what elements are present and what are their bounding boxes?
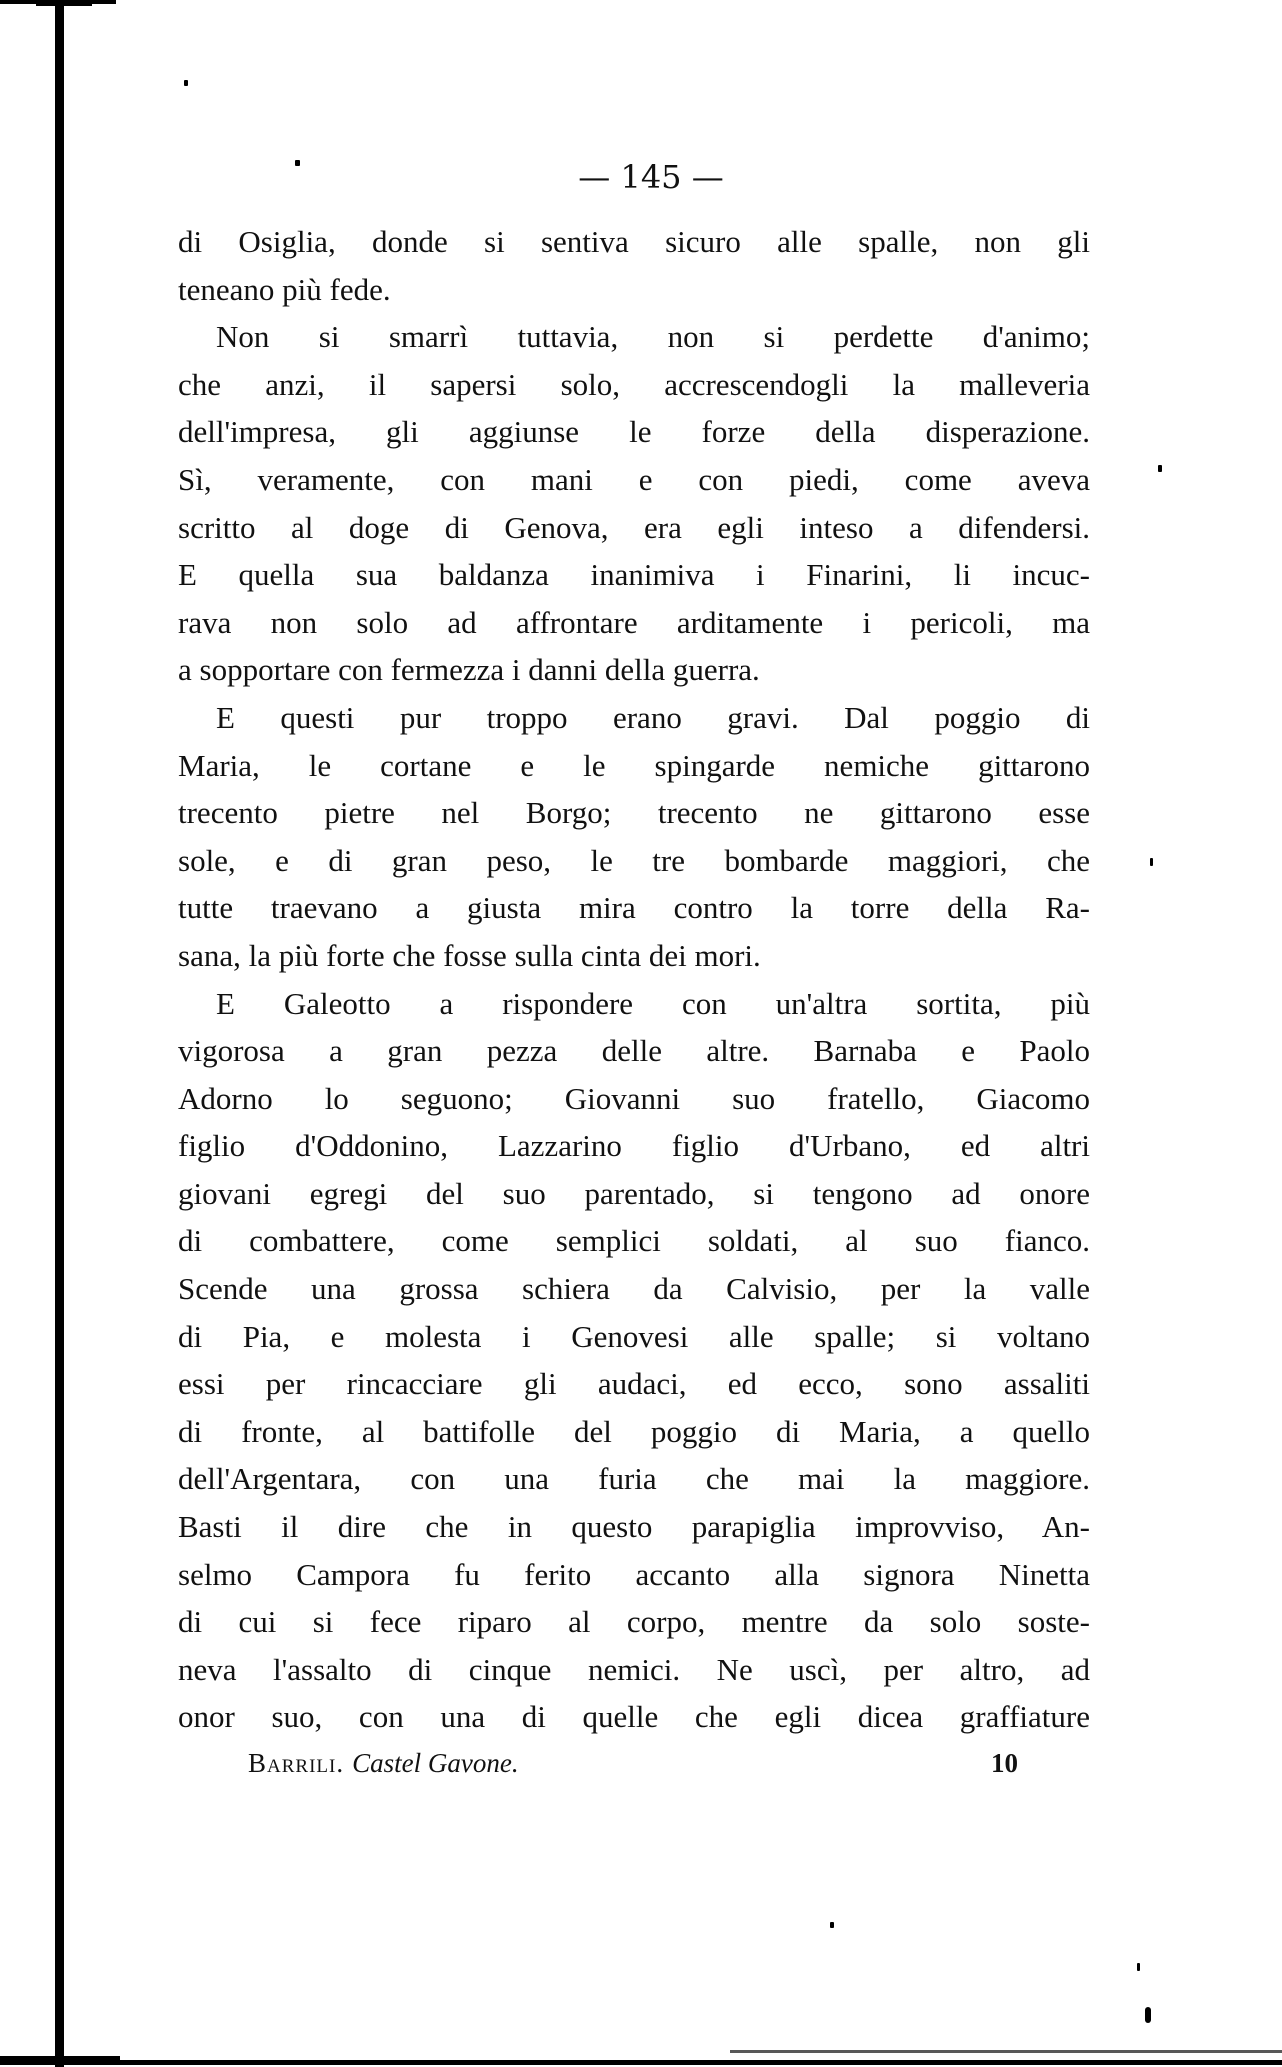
scan-noise-bottom — [730, 2050, 1282, 2053]
text-line: scritto al doge di Genova, era egli inteso a difendersi. — [178, 509, 1090, 545]
text-line: di Pia, e molesta i Genovesi alle spalle; si voltano — [178, 1318, 1090, 1354]
text-line: di fronte, al battifolle del poggio di Maria, a quello — [178, 1413, 1090, 1449]
scan-edge-left — [55, 0, 64, 2067]
scan-speck — [1150, 858, 1153, 866]
scan-edge-bottom-corner — [0, 2056, 120, 2063]
text-line: trecento pietre nel Borgo; trecento ne gittarono esse — [178, 795, 1090, 831]
body-text — [178, 218, 1090, 1741]
text-line: Basti il dire che in questo parapiglia improvviso, An- — [178, 1509, 1090, 1545]
text-line: E quella sua baldanza inanimiva i Finarini, li incuc- — [178, 557, 1090, 593]
text-line: essi per rincacciare gli audaci, ed ecco, sono assaliti — [178, 1366, 1090, 1402]
text-line: di Osiglia, donde si sentiva sicuro alle spalle, non gli — [178, 224, 1090, 259]
text-line: dell'Argentara, con una furia che mai la maggiore. — [178, 1461, 1090, 1497]
scan-edge-top-mark — [36, 0, 92, 6]
text-line: selmo Campora fu ferito accanto alla signora Ninetta — [178, 1556, 1090, 1592]
footer-running-title — [248, 1748, 519, 1779]
text-line: giovani egregi del suo parentado, si tengono ad onore — [178, 1175, 1090, 1211]
text-line: a sopportare con fermezza i danni della guerra. — [178, 652, 760, 688]
text-line: Sì, veramente, con mani e con piedi, come aveva — [178, 461, 1090, 497]
page-footer — [248, 1748, 1018, 1779]
scan-speck — [1145, 2007, 1151, 2023]
page-number-header: — 145 — — [578, 158, 724, 196]
scan-edge-bottom — [0, 2060, 1282, 2065]
text-line: che anzi, il sapersi solo, accrescendogli la malleveria — [178, 366, 1090, 402]
footer-book-title: Castel Gavone. — [352, 1748, 519, 1778]
text-line: di combattere, come semplici soldati, al suo fianco. — [178, 1223, 1090, 1259]
text-line: tutte traevano a giusta mira contro la torre della Ra- — [178, 890, 1090, 926]
text-line: di cui si fece riparo al corpo, mentre da solo soste- — [178, 1604, 1090, 1640]
text-line: Maria, le cortane e le spingarde nemiche gittarono — [178, 747, 1090, 783]
text-line: dell'impresa, gli aggiunse le forze della disperazione. — [178, 414, 1090, 450]
text-line: Adorno lo seguono; Giovanni suo fratello, Giacomo — [178, 1080, 1090, 1116]
text-line: sole, e di gran peso, le tre bombarde maggiori, che — [178, 842, 1090, 878]
text-line: figlio d'Oddonino, Lazzarino figlio d'Urbano, ed altri — [178, 1128, 1090, 1164]
footer-author: Barrili. — [248, 1748, 345, 1778]
text-line: Non si smarrì tuttavia, non si perdette d'animo; — [216, 319, 1090, 355]
signature-mark: 10 — [991, 1748, 1018, 1778]
text-line: teneano più fede. — [178, 271, 391, 307]
text-line: neva l'assalto di cinque nemici. Ne uscì, per altro, ad — [178, 1651, 1090, 1687]
text-line: rava non solo ad affrontare arditamente i pericoli, ma — [178, 604, 1090, 640]
text-line: sana, la più forte che fosse sulla cinta dei mori. — [178, 937, 761, 973]
text-line: E Galeotto a rispondere con un'altra sortita, più — [216, 985, 1090, 1021]
scan-speck — [830, 1922, 834, 1928]
text-line: vigorosa a gran pezza delle altre. Barnaba e Paolo — [178, 1033, 1090, 1069]
text-line: E questi pur troppo erano gravi. Dal poggio di — [216, 699, 1090, 735]
scan-speck — [1158, 465, 1162, 472]
text-line: Scende una grossa schiera da Calvisio, per la valle — [178, 1271, 1090, 1307]
text-line: onor suo, con una di quelle che egli dicea graffiature — [178, 1699, 1090, 1735]
scan-speck — [1137, 1963, 1140, 1971]
scan-speck — [184, 80, 188, 86]
